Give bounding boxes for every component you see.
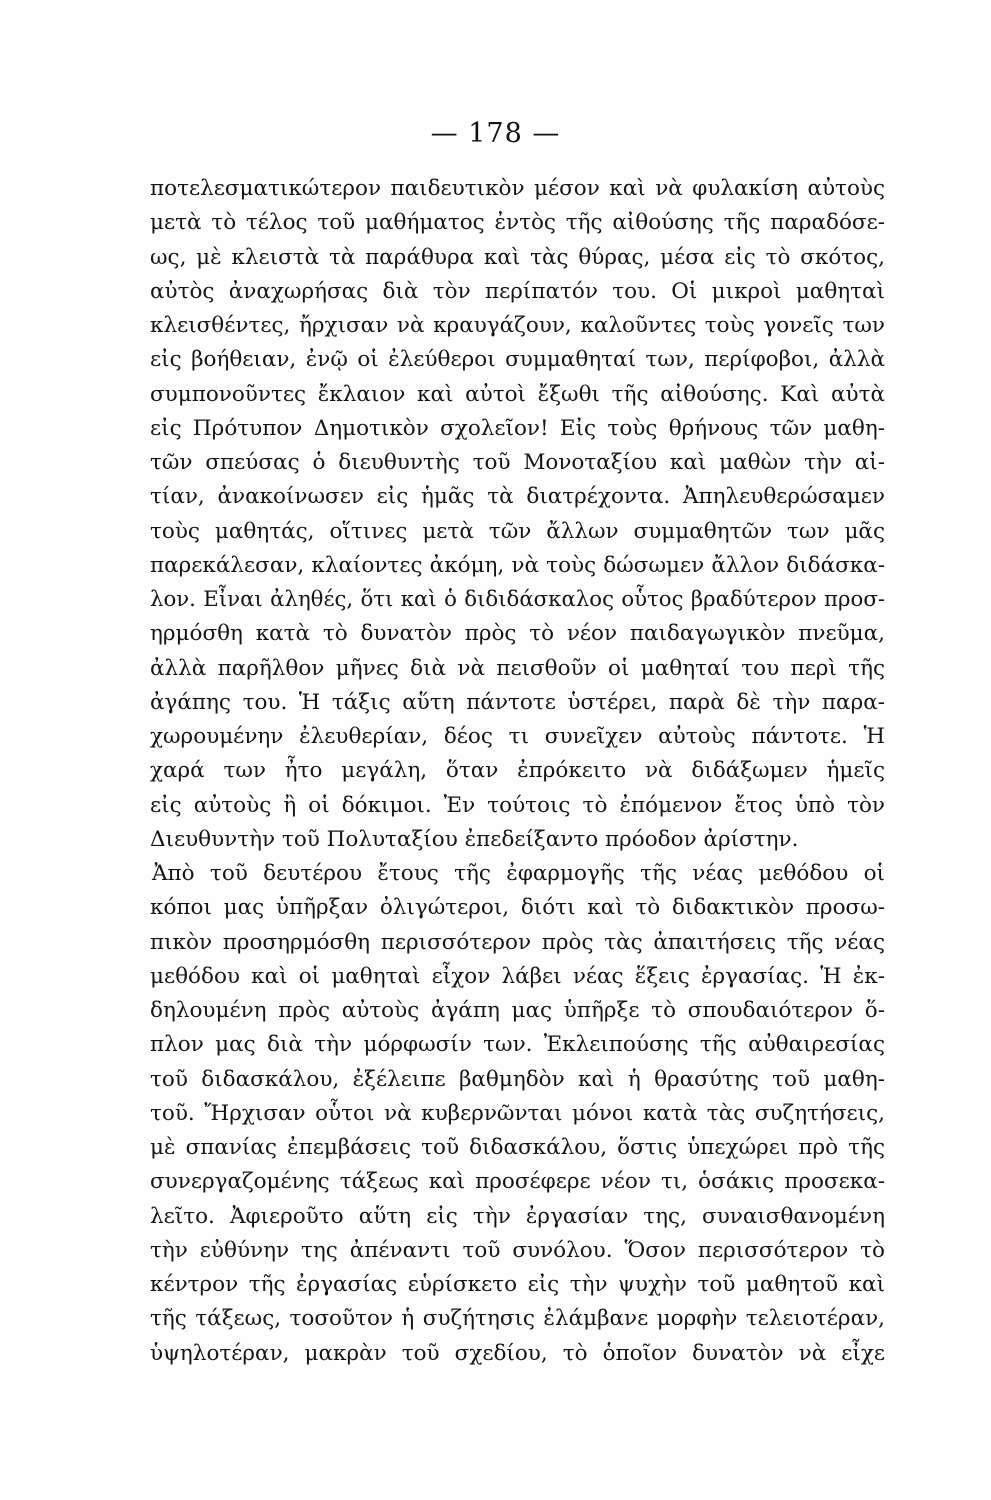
text-line: τοῦ. Ἤρχισαν οὗτοι νὰ κυβερνῶνται μόνοι κατὰ τὰς συζητήσεις, bbox=[150, 1100, 885, 1126]
text-line: τοῦ διδασκάλου, ἐξέλειπε βαθμηδὸν καὶ ἡ θρασύτης τοῦ μαθη- bbox=[150, 1066, 885, 1092]
text-line: τὴν εὐθύνην της ἀπέναντι τοῦ συνόλου. Ὅσον περισσότερον τὸ bbox=[150, 1237, 885, 1263]
text-line: κόποι μας ὑπῆρξαν ὀλιγώτεροι, διότι καὶ τὸ διδακτικὸν προσω- bbox=[150, 895, 885, 921]
text-line: πλον μας διὰ τὴν μόρφωσίν των. Ἐκλειπούσης τῆς αὐθαιρεσίας bbox=[150, 1032, 885, 1058]
text-line: τῶν σπεύσας ὁ διευθυντὴς τοῦ Μονοταξίου καὶ μαθὼν τὴν αἰ- bbox=[150, 450, 885, 475]
text-line: δηλουμένη πρὸς αὐτοὺς ἀγάπη μας ὑπῆρξε τὸ σπουδαιότερον ὅ- bbox=[150, 998, 885, 1023]
text-line: παρεκάλεσαν, κλαίοντες ἀκόμη, νὰ τοὺς δώσωμεν ἄλλον διδάσκα- bbox=[150, 552, 885, 578]
text-line: χωρουμένην ἐλευθερίαν, δέος τι συνεῖχεν αὐτοὺς πάντοτε. Ἡ bbox=[150, 724, 885, 749]
text-line: εἰς αὐτοὺς ἢ οἱ δόκιμοι. Ἐν τούτοις τὸ ἐπόμενον ἔτος ὑπὸ τὸν bbox=[150, 792, 885, 818]
text-line: χαρά των ἦτο μεγάλη, ὅταν ἐπρόκειτο νὰ διδάξωμεν ἡμεῖς bbox=[150, 758, 885, 784]
paragraph-end-line: Διευθυντὴν τοῦ Πολυταξίου ἐπεδείξαντο πρόοδον ἀρίστην. bbox=[150, 826, 799, 852]
text-line: τῆς τάξεως, τοσοῦτον ἡ συζήτησις ἐλάμβανε μορφὴν τελειοτέραν, bbox=[150, 1306, 885, 1332]
page-number: — 178 — bbox=[430, 118, 561, 149]
text-line: ἀγάπης του. Ἡ τάξις αὕτη πάντοτε ὑστέρει, παρὰ δὲ τὴν παρα- bbox=[150, 689, 885, 715]
text-line: τίαν, ἀνακοίνωσεν εἰς ἡμᾶς τὰ διατρέχοντα. Ἀπηλευθερώσαμεν bbox=[150, 484, 885, 510]
text-line: πικὸν προσηρμόσθη περισσότερον πρὸς τὰς ἀπαιτήσεις τῆς νέας bbox=[150, 929, 885, 955]
text-line: κλεισθέντες, ἤρχισαν νὰ κραυγάζουν, καλοῦντες τοὺς γονεῖς των bbox=[150, 313, 885, 338]
text-line: εἰς βοήθειαν, ἐνῷ οἱ ἐλεύθεροι συμμαθηταί των, περίφοβοι, ἀλλὰ bbox=[150, 347, 885, 373]
text-line: ποτελεσματικώτερον παιδευτικὸν μέσον καὶ νὰ φυλακίση αὐτοὺς bbox=[150, 176, 885, 201]
paragraph-start-line: Ἀπὸ τοῦ δευτέρου ἔτους τῆς ἐφαρμογῆς τῆς νέας μεθόδου οἱ bbox=[152, 861, 885, 886]
text-line: συμπονοῦντες ἔκλαιον καὶ αὐτοὶ ἔξωθι τῆς αἰθούσης. Καὶ αὐτὰ bbox=[150, 381, 885, 407]
text-line: μεθόδου καὶ οἱ μαθηταὶ εἶχον λάβει νέας ἕξεις ἐργασίας. Ἡ ἐκ- bbox=[150, 963, 885, 989]
text-line: ἀλλὰ παρῆλθον μῆνες διὰ νὰ πεισθοῦν οἱ μαθηταί του περὶ τῆς bbox=[150, 655, 885, 681]
text-line: κέντρον τῆς ἐργασίας εὑρίσκετο εἰς τὴν ψυχὴν τοῦ μαθητοῦ καὶ bbox=[150, 1272, 885, 1297]
text-line: λεῖτο. Ἀφιεροῦτο αὕτη εἰς τὴν ἐργασίαν της, συναισθανομένη bbox=[150, 1203, 885, 1229]
text-line: συνεργαζομένης τάξεως καὶ προσέφερε νέον τι, ὁσάκις προσεκα- bbox=[150, 1169, 885, 1195]
text-line: τοὺς μαθητάς, οἵτινες μετὰ τῶν ἄλλων συμμαθητῶν των μᾶς bbox=[150, 518, 885, 544]
text-line: αὐτὸς ἀναχωρήσας διὰ τὸν περίπατόν του. Οἱ μικροὶ μαθηταὶ bbox=[150, 278, 885, 304]
text-line: ηρμόσθη κατὰ τὸ δυνατὸν πρὸς τὸ νέον παιδαγωγικὸν πνεῦμα, bbox=[150, 621, 885, 647]
body-text bbox=[150, 172, 885, 1371]
text-line: εἰς Πρότυπον Δημοτικὸν σχολεῖον! Εἰς τοὺς θρήνους τῶν μαθη- bbox=[150, 415, 885, 441]
text-line: μὲ σπανίας ἐπεμβάσεις τοῦ διδασκάλου, ὅστις ὑπεχώρει πρὸ τῆς bbox=[150, 1135, 885, 1160]
text-line: λον. Εἶναι ἀληθές, ὅτι καὶ ὁ διδιδάσκαλος οὗτος βραδύτερον προσ- bbox=[150, 587, 885, 612]
text-line: ως, μὲ κλειστὰ τὰ παράθυρα καὶ τὰς θύρας, μέσα εἰς τὸ σκότος, bbox=[150, 244, 885, 270]
text-line: ὑψηλοτέραν, μακρὰν τοῦ σχεδίου, τὸ ὁποῖον δυνατὸν νὰ εἶχε bbox=[150, 1340, 885, 1366]
text-line: μετὰ τὸ τέλος τοῦ μαθήματος ἐντὸς τῆς αἰθούσης τῆς παραδόσε- bbox=[150, 210, 885, 236]
